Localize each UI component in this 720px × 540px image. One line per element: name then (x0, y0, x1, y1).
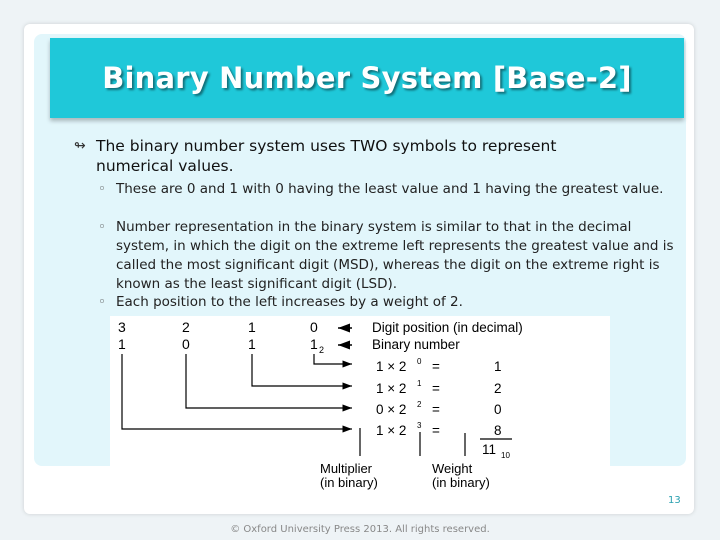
weight-sublabel: (in binary) (432, 475, 490, 490)
product-eq: = (432, 381, 440, 396)
main-bullet-text: The binary number system uses TWO symbols to represent numerical values. (96, 137, 557, 175)
product-mult: 0 × 2 (376, 402, 407, 417)
product-eq: = (432, 359, 440, 374)
total-value: 11 (482, 442, 497, 457)
binary-digit: 1 (248, 336, 256, 352)
binary-weight-diagram (110, 316, 610, 491)
page-number: 13 (668, 495, 681, 506)
product-exp: 2 (417, 400, 422, 409)
product-exp: 3 (417, 421, 422, 430)
title-bar (50, 38, 684, 118)
product-result: 2 (494, 381, 502, 396)
binary-digit: 1 (310, 336, 318, 352)
binary-digit: 1 (118, 336, 126, 352)
sub-bullet-marker: ◦ (98, 294, 106, 310)
sub-bullet-marker: ◦ (98, 181, 106, 197)
sub-bullet-text: Each position to the left increases by a weight of 2. (116, 294, 463, 310)
product-eq: = (432, 423, 440, 438)
sub-bullet-1 (98, 180, 678, 199)
sub-bullet-marker: ◦ (98, 219, 106, 235)
product-eq: = (432, 402, 440, 417)
product-mult: 1 × 2 (376, 423, 407, 438)
copyright-footer: © Oxford University Press 2013. All rights reserved. (230, 524, 490, 535)
digit-position-label: Digit position (in decimal) (372, 320, 523, 335)
position-digit: 3 (118, 319, 126, 335)
position-digit: 2 (182, 319, 190, 335)
product-exp: 1 (417, 379, 422, 388)
weight-label: Weight (432, 461, 473, 476)
sub-bullet-2 (98, 218, 678, 294)
position-digit: 1 (248, 319, 256, 335)
product-result: 1 (494, 359, 502, 374)
product-exp: 0 (417, 357, 422, 366)
sub-bullet-text: These are 0 and 1 with 0 having the least value and 1 having the greatest value. (116, 181, 664, 197)
product-result: 0 (494, 402, 502, 417)
main-bullet (74, 136, 634, 176)
slide-title: Binary Number System [Base-2] (102, 61, 632, 95)
base-subscript: 2 (319, 345, 325, 355)
binary-digit: 0 (182, 336, 190, 352)
sub-bullet-3 (98, 293, 678, 312)
total-subscript: 10 (501, 451, 510, 460)
product-mult: 1 × 2 (376, 381, 407, 396)
binary-number-label: Binary number (372, 337, 460, 352)
product-mult: 1 × 2 (376, 359, 407, 374)
multiplier-sublabel: (in binary) (320, 475, 378, 490)
hook-arrow-bullet-icon: ↬ (74, 138, 86, 154)
product-result: 8 (494, 423, 502, 438)
multiplier-label: Multiplier (320, 461, 373, 476)
sub-bullet-text: Number representation in the binary system is similar to that in the decimal system, in which the digit on the extreme left represents the greatest value and is called the most significant digit (MSD), whereas the digit on the extreme right is known as the least significant digit (LSD). (116, 219, 674, 292)
position-digit: 0 (310, 319, 318, 335)
